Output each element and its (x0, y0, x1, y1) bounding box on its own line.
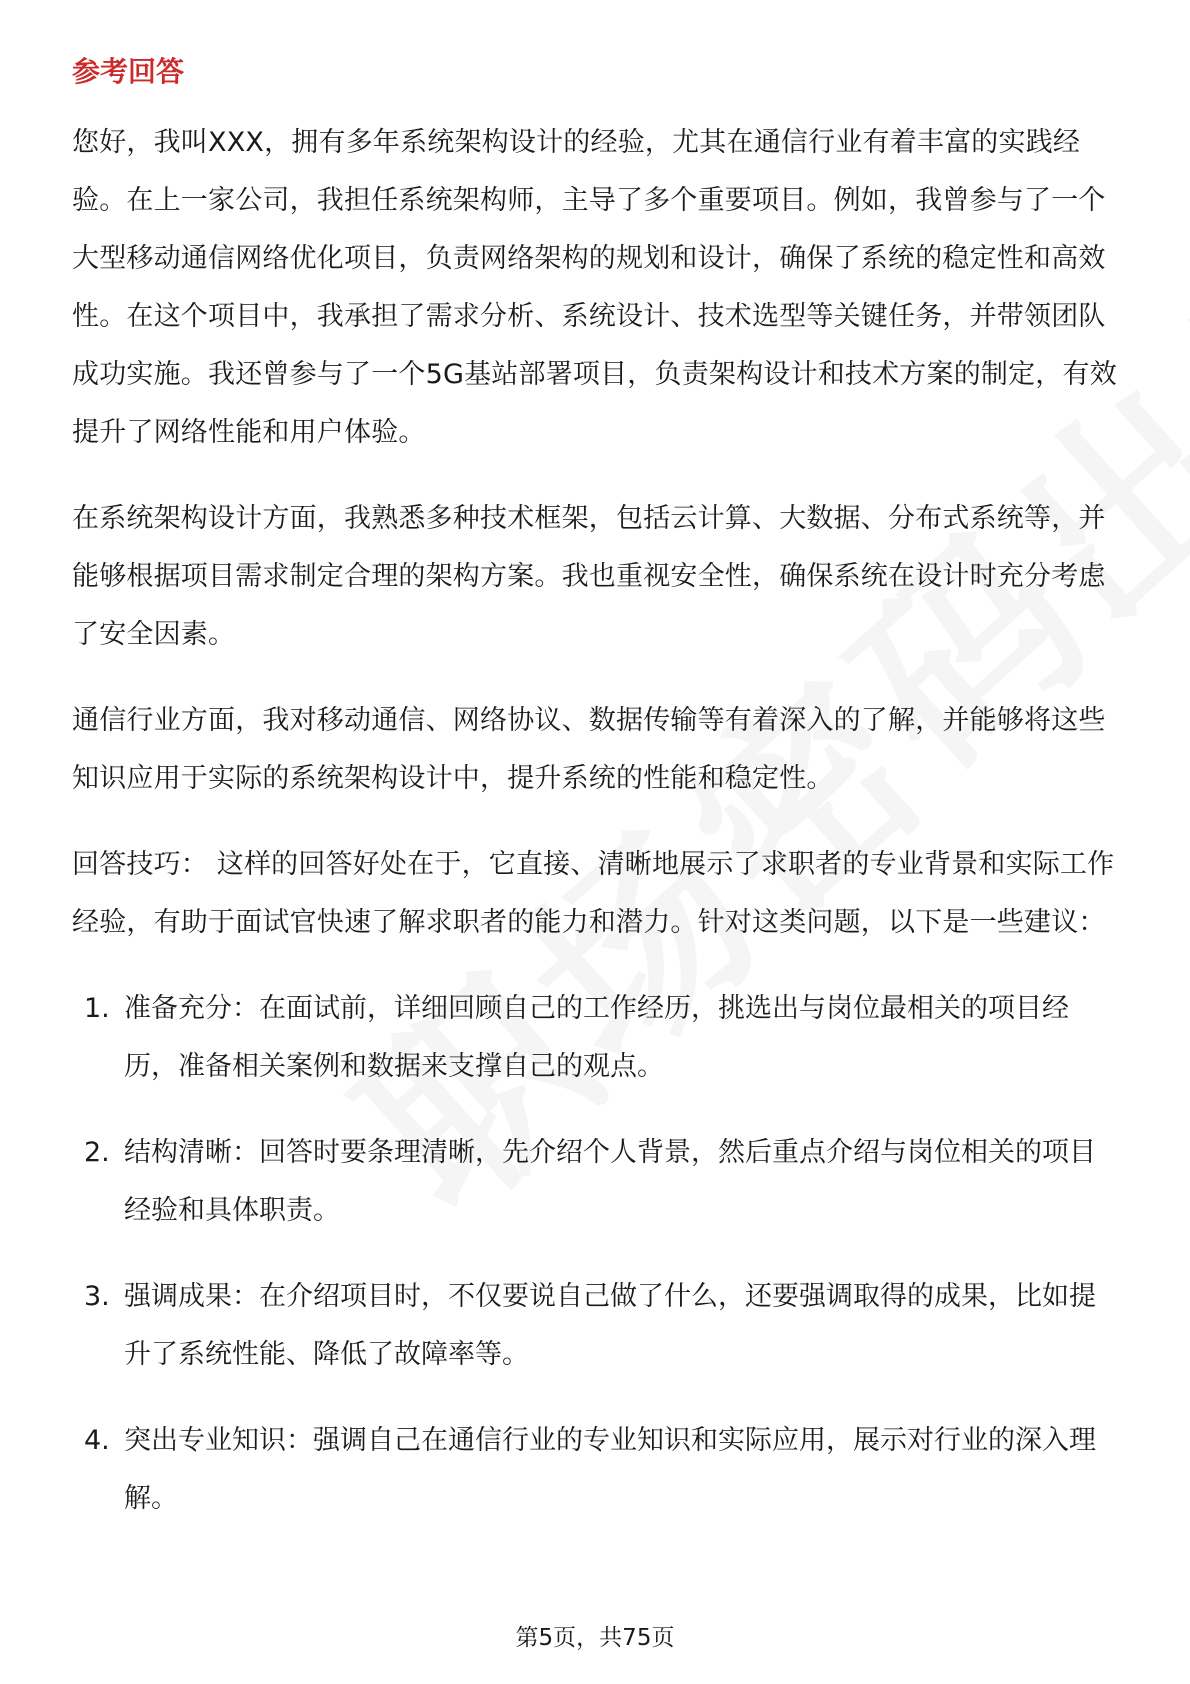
page-footer: 第5页，共75页 (515, 1625, 675, 1651)
list-item-text: 结构清晰：回答时要条理清晰，先介绍个人背景，然后重点介绍与岗位相关的项目经验和具体职责。 (124, 1137, 1096, 1226)
list-item (72, 1268, 1122, 1384)
list-item-number: 2. (84, 1137, 110, 1168)
list-item-text: 准备充分：在面试前，详细回顾自己的工作经历，挑选出与岗位最相关的项目经历，准备相关案例和数据来支撑自己的观点。 (124, 993, 1069, 1082)
list-item-number: 3. (84, 1281, 110, 1312)
paragraph-architecture: 在系统架构设计方面，我熟悉多种技术框架，包括云计算、大数据、分布式系统等，并能够根据项目需求制定合理的架构方案。我也重视安全性，确保系统在设计时充分考虑了安全因素。 (72, 503, 1106, 650)
section-title: 参考回答 (72, 55, 185, 88)
list-item-text: 强调成果：在介绍项目时，不仅要说自己做了什么，还要强调取得的成果，比如提升了系统性能、降低了故障率等。 (124, 1281, 1096, 1370)
paragraph-intro: 您好，我叫XXX，拥有多年系统架构设计的经验，尤其在通信行业有着丰富的实践经验。在上一家公司，我担任系统架构师，主导了多个重要项目。例如，我曾参与了一个大型移动通信网络优化项目，负责网络架构的规划和设计，确保了系统的稳定性和高效性。在这个项目中，我承担了需求分析、系统设计、技术选型等关键任务，并带领团队成功实施。我还曾参与了一个5G基站部署项目，负责架构设计和技术方案的制定，有效提升了网络性能和用户体验。 (72, 127, 1117, 448)
list-item (72, 1412, 1122, 1528)
list-item-number: 1. (84, 993, 110, 1024)
list-item-text: 突出专业知识：强调自己在通信行业的专业知识和实际应用，展示对行业的深入理解。 (124, 1425, 1096, 1514)
paragraph-telecom: 通信行业方面，我对移动通信、网络协议、数据传输等有着深入的了解，并能够将这些知识应用于实际的系统架构设计中，提升系统的性能和稳定性。 (72, 705, 1106, 794)
list-item-number: 4. (84, 1425, 110, 1456)
list-item (72, 1124, 1122, 1240)
paragraph-answer-tips: 回答技巧： 这样的回答好处在于，它直接、清晰地展示了求职者的专业背景和实际工作经验，有助于面试官快速了解求职者的能力和潜力。针对这类问题，以下是一些建议： (72, 849, 1115, 938)
page-content (72, 46, 1122, 1556)
tips-list (72, 980, 1122, 1528)
list-item (72, 980, 1122, 1096)
